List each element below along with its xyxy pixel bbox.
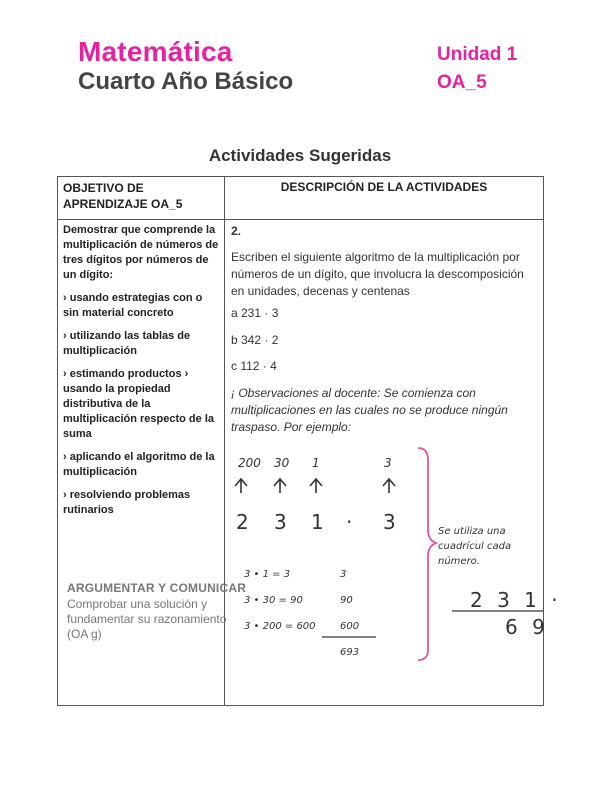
- big-digit: 1: [311, 510, 324, 534]
- calc-total: 693: [340, 647, 360, 658]
- header-title: Matemática: [78, 36, 233, 67]
- objective-item: › aplicando el algoritmo de la multiplicación: [63, 451, 215, 478]
- algorithm-top: 2 3 1 ·: [470, 588, 562, 612]
- header-subtitle: Cuarto Año Básico: [78, 68, 294, 95]
- header-oa: OA_5: [437, 72, 487, 93]
- place-value: 3: [384, 456, 392, 470]
- objective-item: › usando estrategias con o sin material concreto: [63, 292, 203, 319]
- argumentar-title: ARGUMENTAR Y COMUNICAR: [67, 581, 247, 595]
- activity-description: Escriben el siguiente algoritmo de la multiplicación por números de un dígito, que involucra la descomposición en unidades, decenas y centenas: [231, 250, 524, 298]
- algorithm-bottom: 6 9: [505, 615, 549, 639]
- big-digit: 2: [236, 510, 249, 534]
- calc-step: 3 • 30 = 90: [244, 595, 303, 606]
- section-title: Actividades Sugeridas: [208, 146, 392, 165]
- place-value: 30: [274, 456, 290, 470]
- calc-result: 3: [340, 569, 347, 580]
- table-head-objective: OBJETIVO DE APRENDIZAJE OA_5: [63, 181, 183, 211]
- header-divider: [58, 219, 543, 220]
- objective-column: [63, 223, 221, 526]
- place-value: 1: [312, 456, 320, 470]
- place-value: 200: [238, 456, 261, 470]
- teacher-observation: ¡ Observaciones al docente: Se comienza con multiplicaciones en las cuales no se produce ningún traspaso. Por ejemplo:: [231, 386, 508, 434]
- objective-intro: Demostrar que comprende la multiplicación de números de tres dígitos por números de un dígito:: [63, 224, 219, 281]
- table-head-description: DESCRIPCIÓN DE LA ACTIVIDADES: [280, 180, 488, 194]
- calc-step: 3 • 1 = 3: [244, 569, 291, 580]
- argumentar-text: Comprobar una solución y fundamentar su razonamiento (OA g): [67, 597, 227, 641]
- option-a: a 231 · 3: [231, 306, 279, 320]
- objective-item: › utilizando las tablas de multiplicación: [63, 330, 191, 357]
- header-unit: Unidad 1: [437, 44, 518, 65]
- side-note: Se utiliza una cuadrícul cada número.: [438, 526, 512, 567]
- calc-step: 3 • 200 = 600: [244, 621, 316, 632]
- option-c: c 112 · 4: [231, 359, 277, 373]
- big-digit: ·: [346, 510, 353, 534]
- calc-result: 600: [340, 621, 360, 632]
- objective-item: › resolviendo problemas rutinarios: [63, 489, 191, 516]
- activity-number: 2.: [231, 224, 242, 238]
- calc-result: 90: [340, 595, 353, 606]
- option-b: b 342 · 2: [231, 333, 279, 347]
- objective-item: › estimando productos › usando la propiedad distributiva de la multiplicación respecto de la suma: [63, 368, 214, 440]
- big-digit: 3: [274, 510, 287, 534]
- big-digit: 3: [383, 510, 396, 534]
